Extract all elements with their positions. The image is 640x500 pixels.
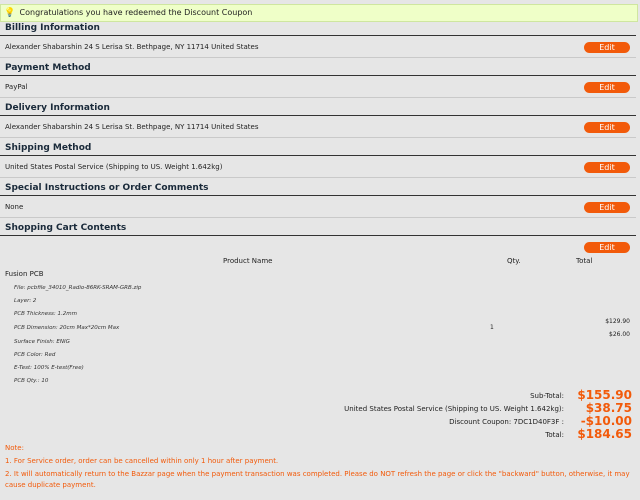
product-qty: 1 — [490, 324, 494, 331]
shipping-cost-label: United States Postal Service (Shipping to US. Weight 1.642kg): — [344, 405, 564, 413]
shipping-rule — [0, 155, 636, 156]
billing-separator — [0, 57, 636, 58]
payment-method: PayPal — [5, 83, 28, 91]
edit-billing-button[interactable]: Edit — [584, 42, 630, 53]
column-total: Total — [576, 257, 593, 265]
delivery-title: Delivery Information — [5, 103, 110, 113]
coupon-value: -$10.00 — [580, 414, 632, 428]
edit-cart-button[interactable]: Edit — [584, 242, 630, 253]
coupon-notice-text: Congratulations you have redeemed the Discount Coupon — [19, 8, 253, 17]
product-attr-layer: Layer: 2 — [14, 298, 37, 304]
lightbulb-icon: 💡 — [4, 8, 16, 18]
product-attr-etest: E-Test: 100% E-test(Free) — [14, 365, 84, 371]
coupon-label: Discount Coupon: 7DC1D40F3F : — [449, 418, 564, 426]
shipping-separator — [0, 177, 636, 178]
note-line-1: 1. For Service order, order can be cancelled within only 1 hour after payment. — [5, 457, 279, 465]
note-line-2: 2. It will automatically return to the Bazzar page when the payment transaction was completed. Please do NOT refresh the page or click the "backward" button, otherwise, it may cause duplicate payment. — [5, 470, 630, 489]
instructions-title: Special Instructions or Order Comments — [5, 183, 209, 193]
column-qty: Qty. — [507, 257, 521, 265]
edit-delivery-button[interactable]: Edit — [584, 122, 630, 133]
total-label: Total: — [545, 431, 564, 439]
payment-rule — [0, 75, 636, 76]
delivery-rule — [0, 115, 636, 116]
product-attr-finish: Surface Finish: ENIG — [14, 339, 70, 345]
edit-payment-button[interactable]: Edit — [584, 82, 630, 93]
edit-instructions-button[interactable]: Edit — [584, 202, 630, 213]
total-value: $184.65 — [577, 427, 632, 441]
product-attr-color: PCB Color: Red — [14, 352, 56, 358]
product-attr-thickness: PCB Thickness: 1.2mm — [14, 311, 77, 317]
product-price-extra: $26.00 — [609, 331, 630, 338]
subtotal-value: $155.90 — [577, 388, 632, 402]
instructions-text: None — [5, 203, 24, 211]
delivery-separator — [0, 137, 636, 138]
product-attr-dimension: PCB Dimension: 20cm Max*20cm Max — [14, 325, 120, 331]
cart-title: Shopping Cart Contents — [5, 223, 127, 233]
column-product-name: Product Name — [223, 257, 273, 265]
note-title: Note: — [5, 444, 24, 452]
payment-title: Payment Method — [5, 63, 91, 73]
shipping-method: United States Postal Service (Shipping to US. Weight 1.642kg) — [5, 163, 223, 171]
cart-rule — [0, 235, 636, 236]
shipping-cost-value: $38.75 — [585, 401, 632, 415]
coupon-notice — [0, 4, 638, 22]
product-name: Fusion PCB — [5, 270, 44, 278]
shipping-title: Shipping Method — [5, 143, 92, 153]
delivery-address: Alexander Shabarshin 24 S Lerisa St. Bethpage, NY 11714 United States — [5, 123, 259, 131]
instructions-separator — [0, 217, 636, 218]
product-attr-qty: PCB Qty.: 10 — [14, 378, 49, 384]
billing-address: Alexander Shabarshin 24 S Lerisa St. Bethpage, NY 11714 United States — [5, 43, 259, 51]
payment-separator — [0, 97, 636, 98]
product-price: $129.90 — [605, 318, 630, 325]
instructions-rule — [0, 195, 636, 196]
subtotal-label: Sub-Total: — [530, 392, 564, 400]
billing-rule — [0, 35, 636, 36]
edit-shipping-button[interactable]: Edit — [584, 162, 630, 173]
product-attr-file: File: pcbfile_34010_Radio-86RK-SRAM-GRB.zip — [14, 285, 142, 291]
billing-title: Billing Information — [5, 23, 100, 33]
